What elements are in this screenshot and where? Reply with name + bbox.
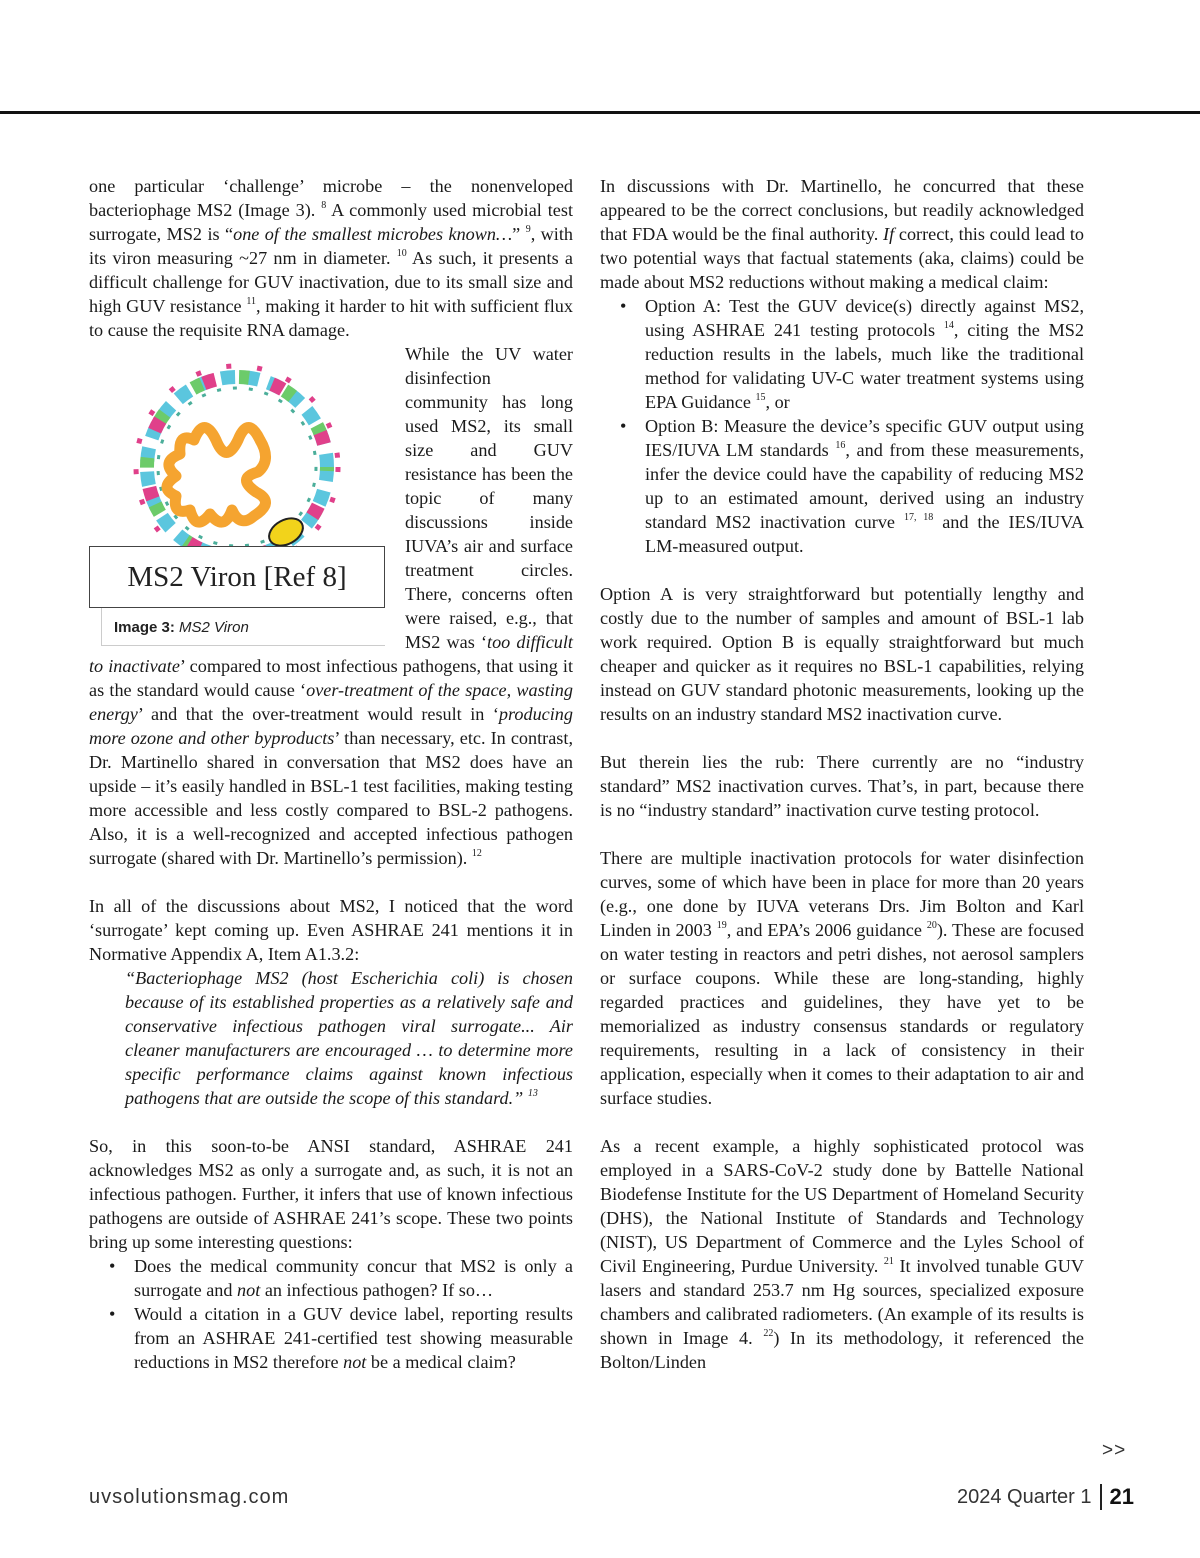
list-item: • Option A: Test the GUV device(s) directly against MS2, using ASHRAE 241 testing protocols $^{14}$, citing the MS2 reduction results in the labels, much like the traditional method for validating UV-C water treatment systems using EPA Guidance $^{15}$, or (600, 294, 1084, 414)
option-list (600, 294, 1084, 558)
figure-title: MS2 Viron [Ref 8] (89, 546, 385, 608)
ashrae-quote: “Bacteriophage MS2 (host Escherichia coli) is chosen because of its established properties as a relatively safe and conservative infectious pathogen viral surrogate... Air cleaner manufacturers are encouraged … to determine more specific performance claims against known infectious pathogens that are outside the scope of this standard.” $^{13}$ (125, 968, 573, 1108)
page-number: 21 (1109, 1484, 1134, 1509)
left-paragraph-2: While the UV water disinfection community has long used MS2, its small size and GUV resistance has been the topic of many discussions inside IUVA’s air and surface treatment circles. There, concerns often were raised, e.g., that MS2 was ‘too difficult to inactivate’ compared to most infectious pathogens, that using it as the standard would cause ‘over-treatment of the space, wasting energy’ and that the over-treatment would result in ‘producing more ozone and other byproducts’ than necessary, etc. In contrast, Dr. Martinello shared in conversation that MS2 does have an upside – it’s easily handled in BSL-1 test facilities, making testing more accessible and less costly compared to BSL-2 pathogens. Also, it is a well-recognized and accepted infectious pathogen surrogate (shared with Dr. Martinello’s permission). $^{12}$ (89, 344, 573, 868)
left-paragraph-4: So, in this soon-to-be ANSI standard, ASHRAE 241 acknowledges MS2 as only a surrogate and, as such, it is not an infectious pathogen. Further, it infers that use of known infectious pathogens are outside of ASHRAE 241’s scope. These two points bring up some interesting questions: (89, 1136, 573, 1252)
ms2-viron-figure (89, 362, 395, 636)
continue-arrow[interactable]: >> (1102, 1440, 1127, 1461)
left-paragraph-1: one particular ‘challenge’ microbe – the nonenveloped bacteriophage MS2 (Image 3). $^8$ A commonly used microbial test surrogate, MS2 is “one of the smallest microbes known…” $^9$, with its viron measuring ~27 nm in diameter. $^{10}$ As such, it presents a difficult challenge for GUV inactivation, due to its small size and high GUV resistance $^{11}$, making it harder to hit with sufficient flux to cause the requisite RNA damage. (89, 176, 574, 340)
list-item: • Option B: Measure the device’s specific GUV output using IES/IUVA LM standards $^{16}$, and from these measurements, infer the device could have the capability of reducing MS2 up to an estimated amount, derived using an industry standard MS2 inactivation curve $^{17, 18}$ and the IES/IUVA LM-measured output. (600, 414, 1084, 558)
list-item: • Does the medical community concur that MS2 is only a surrogate and not an infectious pathogen? If so… (89, 1254, 573, 1302)
footer-divider (1100, 1484, 1102, 1510)
left-column (89, 174, 573, 1374)
rna-genome (167, 428, 266, 523)
right-paragraph-4: There are multiple inactivation protocols for water disinfection curves, some of which have been in place for more than 20 years (e.g., one done by IUVA veterans Drs. Jim Bolton and Karl Linden in 2003 $^{19}$, and EPA’s 2006 guidance $^{20}$). These are focused on water testing in reactors and petri dishes, not aerosol samplers or surface coupons. While these are long-standing, highly regarded practices and guidelines, they have yet to be memorialized as industry consensus standards or regulatory requirements, resulting in a lack of consistency in their application, especially when it comes to their adaptation to air and surface studies. (600, 848, 1085, 1108)
footer-site-url[interactable]: uvsolutionsmag.com (89, 1486, 290, 1508)
right-paragraph-3: But therein lies the rub: There currently are no “industry standard” MS2 inactivation curves. That’s, in part, because there is no “industry standard” inactivation curve testing protocol. (600, 752, 1084, 820)
right-paragraph-1: In discussions with Dr. Martinello, he concurred that these appeared to be the correct conclusions, but readily acknowledged that FDA would be the final authority. If correct, this could lead to two potential ways that factual statements (aka, claims) could be made about MS2 reductions without making a medical claim: (600, 176, 1084, 292)
top-rule (0, 111, 1200, 114)
right-paragraph-2: Option A is very straightforward but potentially lengthy and costly due to the number of samples and amount of BSL-1 lab work required. Option B is equally straightforward but much cheaper and quicker as it requires no BSL-1 capabilities, relying instead on GUV standard photonic measurements, looking up the results on an industry standard MS2 inactivation curve. (600, 584, 1084, 724)
right-column (600, 174, 1084, 1374)
list-item: • Would a citation in a GUV device label, reporting results from an ASHRAE 241-certified test showing measurable reductions in MS2 therefore not be a medical claim? (89, 1302, 573, 1374)
left-paragraph-3: In all of the discussions about MS2, I noticed that the word ‘surrogate’ kept coming up. Even ASHRAE 241 mentions it in Normative Appendix A, Item A1.3.2: (89, 896, 573, 964)
right-paragraph-5: As a recent example, a highly sophisticated protocol was employed in a SARS-CoV-2 study done by Battelle National Biodefense Institute for the US Department of Homeland Security (DHS), the National Institute of Standards and Technology (NIST), US Department of Commerce and the Lyles School of Civil Engineering, Purdue University. $^{21}$ It involved tunable GUV lasers and standard 253.7 nm Hg sources, specialized exposure chambers and calibrated radiometers. (An example of its results is shown in Image 4. $^{22}$) In its methodology, it referenced the Bolton/Linden (600, 1136, 1084, 1372)
issue-label: 2024 Quarter 1 (956, 1485, 1092, 1508)
question-list (89, 1254, 573, 1374)
figure-caption: Image 3: MS2 Viron (101, 608, 385, 646)
footer-page-info (957, 1484, 1134, 1510)
